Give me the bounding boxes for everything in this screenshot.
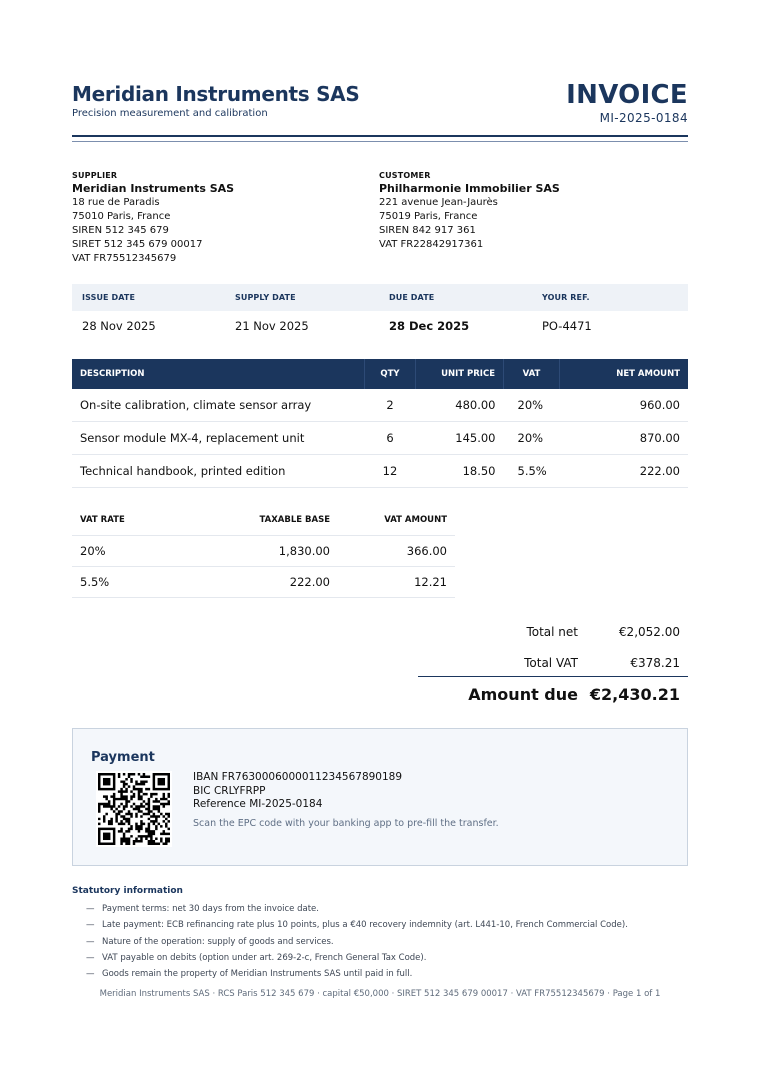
document-title: INVOICE xyxy=(566,80,688,110)
page-footer: Meridian Instruments SAS · RCS Paris 512 345 679 · capital €50,000 · SIRET 512 345 679 00017 · VAT FR75512345679 · Page 1 of 1 xyxy=(99,989,661,999)
total-vat-row xyxy=(418,651,688,682)
customer-label: CUSTOMER xyxy=(379,171,431,180)
payment-note: Scan the EPC code with your banking app to pre-fill the transfer. xyxy=(193,818,499,829)
item-unit-price: 480.00 xyxy=(416,389,504,422)
total-vat-label: Total VAT xyxy=(524,656,578,670)
supplier-vat: VAT FR75512345679 xyxy=(72,253,177,264)
line-items-header xyxy=(72,359,688,389)
table-row xyxy=(72,536,455,567)
item-net: 870.00 xyxy=(560,422,689,455)
item-vat: 5.5% xyxy=(504,455,560,488)
dates-values xyxy=(72,311,688,341)
payment-title: Payment xyxy=(91,750,155,765)
customer-siren: SIREN 842 917 361 xyxy=(379,225,476,236)
statutory-title: Statutory information xyxy=(72,886,183,896)
list-item: — VAT payable on debits (option under art. 269-2-c, French General Tax Code). xyxy=(86,952,427,963)
statutory-list xyxy=(86,902,628,983)
col-description: DESCRIPTION xyxy=(72,359,365,389)
vat-amount: 366.00 xyxy=(338,536,455,567)
vat-summary-header xyxy=(72,505,455,536)
col-unit-price: UNIT PRICE xyxy=(416,359,504,389)
vat-rate: 20% xyxy=(72,536,208,567)
total-net-row xyxy=(418,620,688,651)
item-net: 960.00 xyxy=(560,389,689,422)
supplier-address-line: 18 rue de Paradis xyxy=(72,197,160,208)
col-vat-rate: VAT RATE xyxy=(80,515,125,525)
item-vat: 20% xyxy=(504,422,560,455)
amount-due-value: €2,430.21 xyxy=(589,685,680,704)
table-row xyxy=(72,389,688,422)
line-items-table xyxy=(72,359,688,488)
issue-date: 28 Nov 2025 xyxy=(82,319,156,333)
customer-block xyxy=(379,170,679,252)
table-row xyxy=(72,422,688,455)
supplier-name: Meridian Instruments SAS xyxy=(72,182,235,195)
amount-due-row xyxy=(418,683,688,713)
due-date: 28 Dec 2025 xyxy=(389,319,470,333)
customer-address-line: 221 avenue Jean-Jaurès xyxy=(379,197,498,208)
item-qty: 6 xyxy=(365,422,416,455)
amount-due-label: Amount due xyxy=(468,685,578,704)
payment-reference: Reference MI-2025-0184 xyxy=(193,798,323,810)
your-ref-label: YOUR REF. xyxy=(542,293,590,302)
issue-date-label: ISSUE DATE xyxy=(82,293,136,302)
table-row xyxy=(72,455,688,488)
qr-code-icon xyxy=(96,771,172,847)
col-taxable-base: TAXABLE BASE xyxy=(259,515,330,525)
customer-vat: VAT FR22842917361 xyxy=(379,239,484,250)
your-ref: PO-4471 xyxy=(542,319,592,333)
list-item: — Late payment: ECB refinancing rate plus 10 points, plus a €40 recovery indemnity (art. L441-10, French Commercial Code). xyxy=(86,920,628,931)
header-rule-thin xyxy=(72,141,688,142)
col-vat-amount: VAT AMOUNT xyxy=(384,515,447,525)
totals-block xyxy=(418,620,688,704)
company-name: Meridian Instruments SAS xyxy=(72,82,360,106)
supplier-block xyxy=(72,170,372,266)
supplier-siren: SIREN 512 345 679 xyxy=(72,225,169,236)
item-unit-price: 18.50 xyxy=(416,455,504,488)
invoice-number: MI-2025-0184 xyxy=(599,111,688,125)
due-date-label: DUE DATE xyxy=(389,293,435,302)
total-net-label: Total net xyxy=(526,625,578,639)
col-qty: QTY xyxy=(365,359,416,389)
item-vat: 20% xyxy=(504,389,560,422)
taxable-base: 1,830.00 xyxy=(208,536,338,567)
table-row xyxy=(72,567,455,598)
payment-bic: BIC CRLYFRPP xyxy=(193,784,266,797)
list-item: — Goods remain the property of Meridian Instruments SAS until paid in full. xyxy=(86,969,413,980)
customer-name: Philharmonie Immobilier SAS xyxy=(379,182,560,195)
item-description: Sensor module MX-4, replacement unit xyxy=(72,422,365,455)
item-qty: 12 xyxy=(365,455,416,488)
payment-panel xyxy=(72,728,688,866)
supply-date-label: SUPPLY DATE xyxy=(235,293,296,302)
item-net: 222.00 xyxy=(560,455,689,488)
dates-header xyxy=(72,284,688,311)
header-rule-thick xyxy=(72,135,688,137)
col-net-amount: NET AMOUNT xyxy=(560,359,689,389)
col-vat: VAT xyxy=(504,359,560,389)
list-item: — Nature of the operation: supply of goods and services. xyxy=(86,936,334,947)
totals-divider xyxy=(418,676,688,677)
supplier-siret: SIRET 512 345 679 00017 xyxy=(72,239,203,250)
vat-rate: 5.5% xyxy=(72,567,208,598)
item-unit-price: 145.00 xyxy=(416,422,504,455)
dates-panel xyxy=(72,284,688,341)
payment-details xyxy=(193,771,402,812)
supply-date: 21 Nov 2025 xyxy=(235,319,309,333)
vat-amount: 12.21 xyxy=(338,567,455,598)
payment-iban: IBAN FR7630006000011234567890189 xyxy=(193,771,403,783)
total-net-value: €2,052.00 xyxy=(618,625,680,639)
company-tagline: Precision measurement and calibration xyxy=(72,108,268,119)
invoice-header xyxy=(72,82,688,132)
supplier-address-line: 75010 Paris, France xyxy=(72,211,171,222)
item-description: Technical handbook, printed edition xyxy=(72,455,365,488)
total-vat-value: €378.21 xyxy=(630,656,680,670)
vat-summary-table xyxy=(72,505,455,598)
item-qty: 2 xyxy=(365,389,416,422)
taxable-base: 222.00 xyxy=(208,567,338,598)
supplier-label: SUPPLIER xyxy=(72,171,118,180)
list-item: — Payment terms: net 30 days from the invoice date. xyxy=(86,904,319,914)
customer-address-line: 75019 Paris, France xyxy=(379,211,478,222)
item-description: On-site calibration, climate sensor array xyxy=(72,389,365,422)
